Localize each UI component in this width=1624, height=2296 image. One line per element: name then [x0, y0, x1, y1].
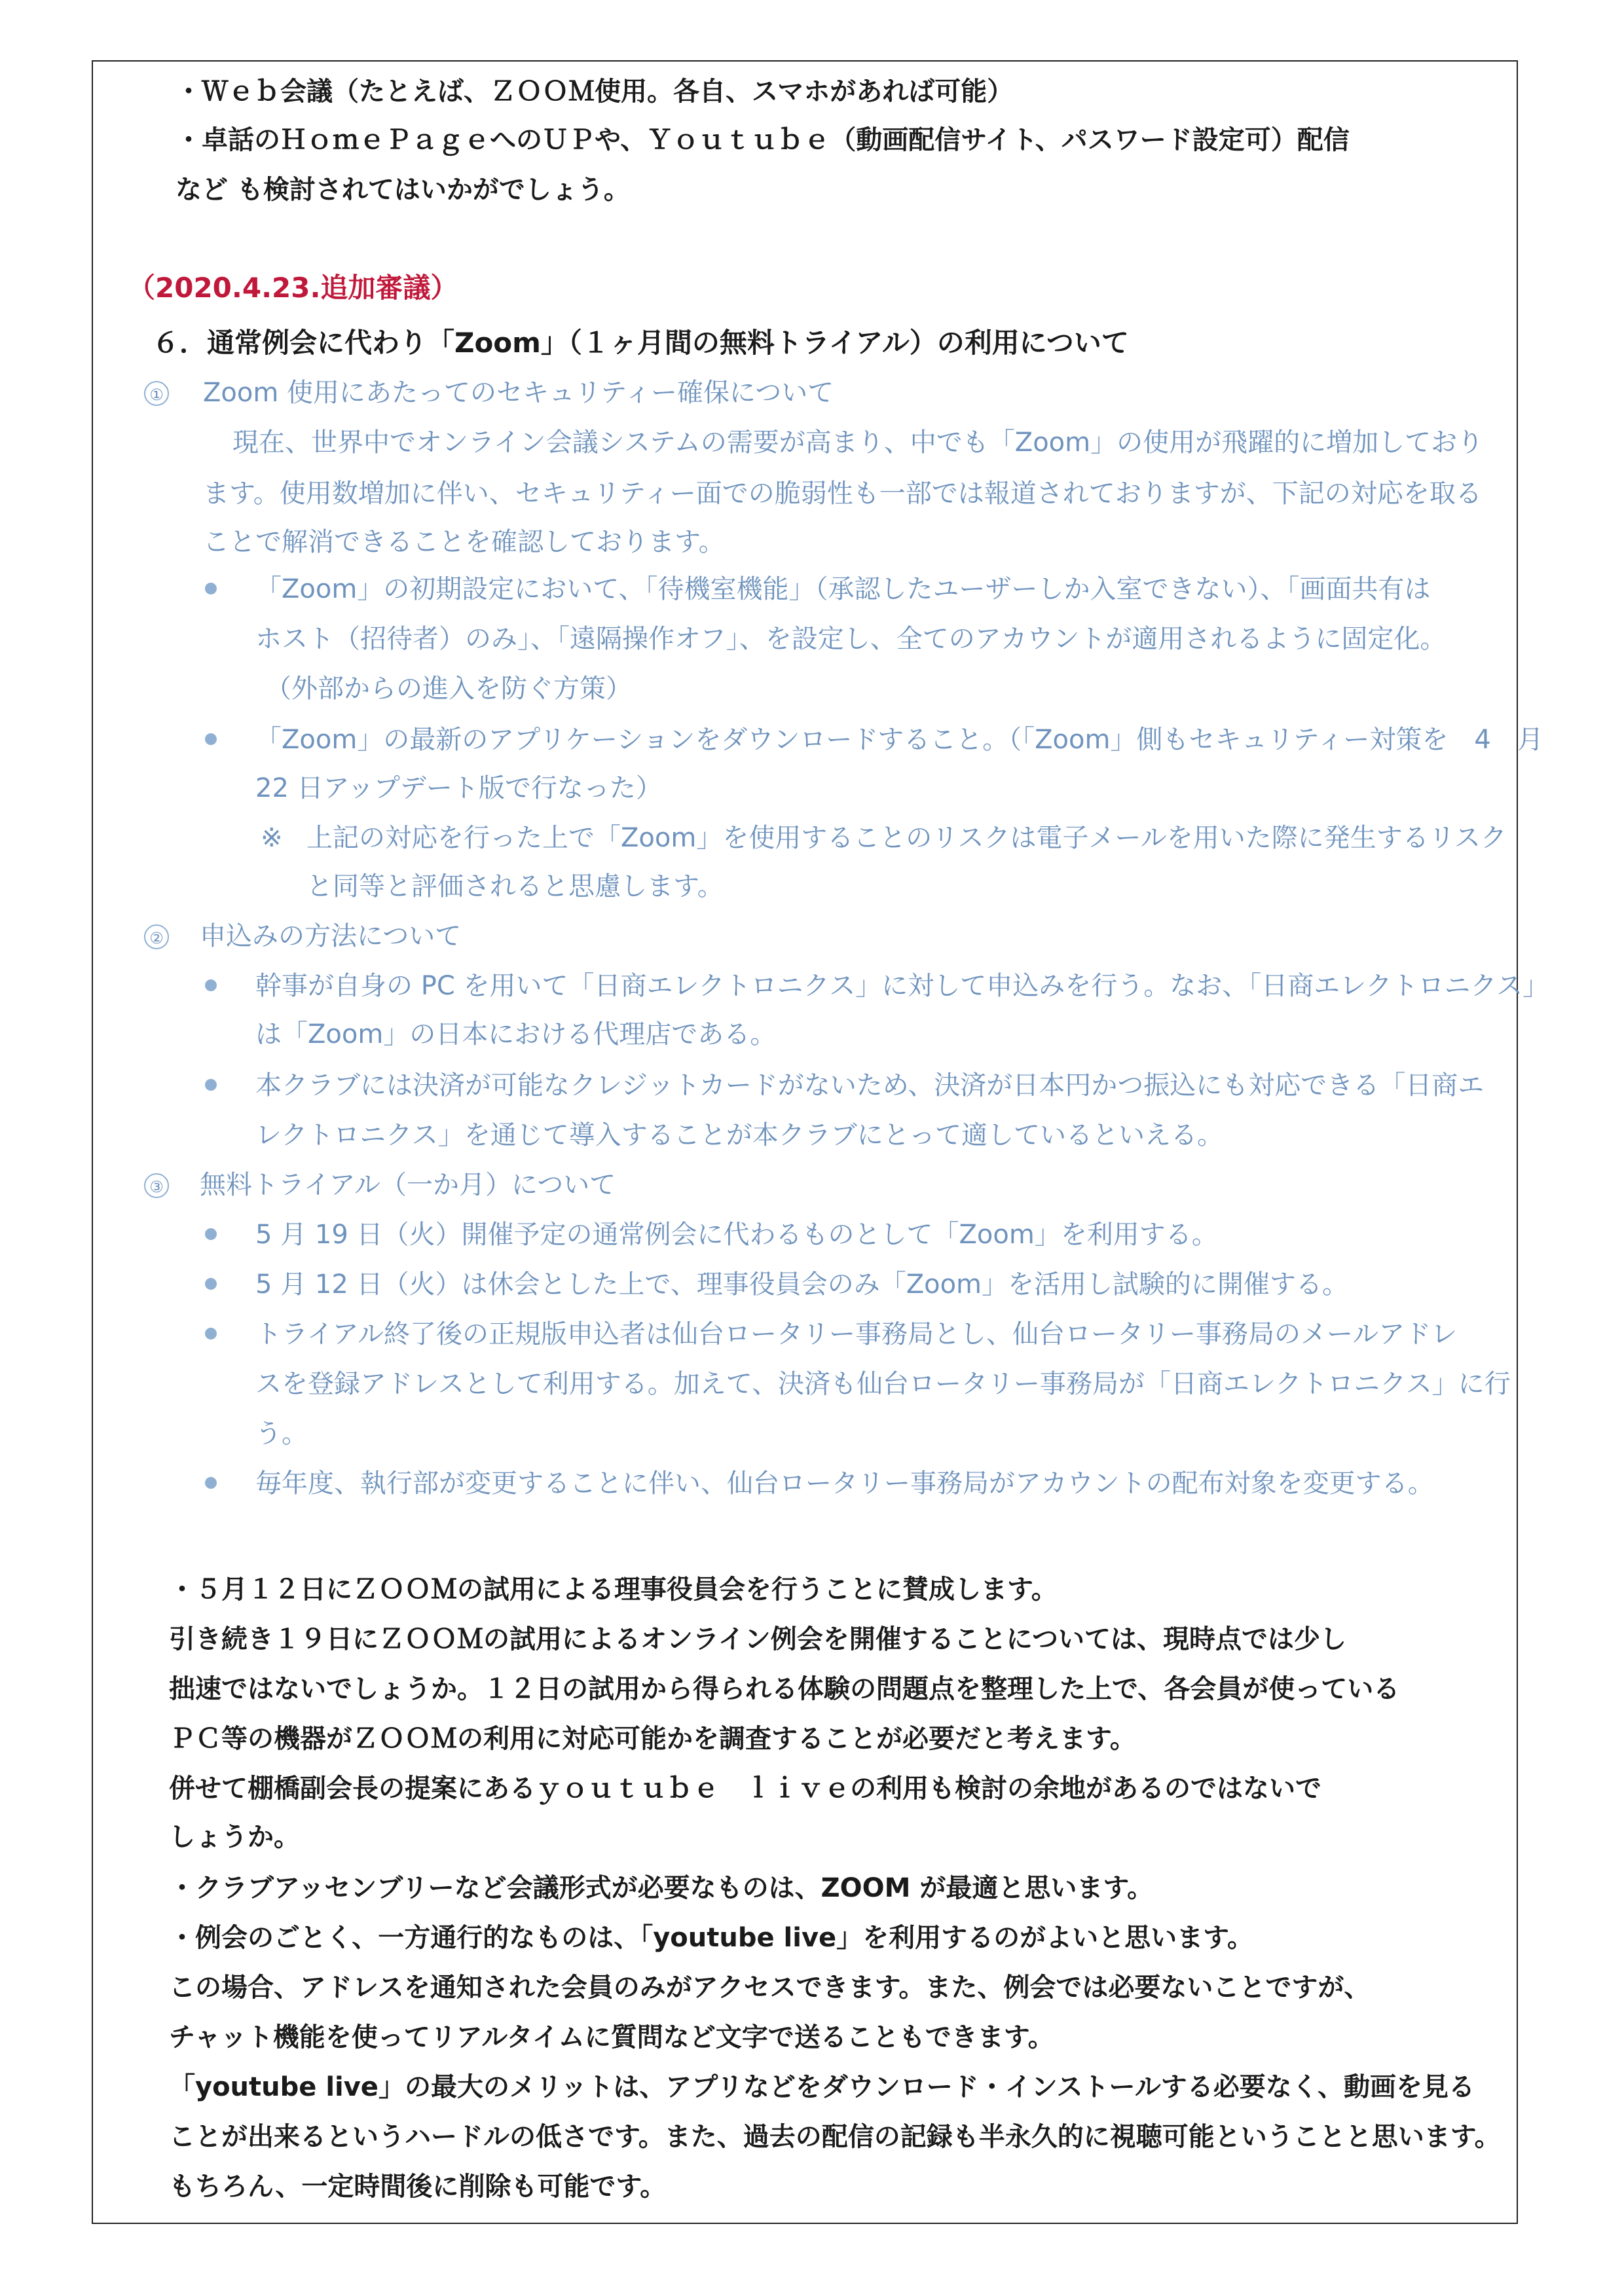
bullet-line: 5 月 19 日（火）開催予定の通常例会に代わるものとして「Zoom」を利用する。	[255, 1220, 1218, 1250]
bullet-line: 本クラブには決済が可能なクレジットカードがないため、決済が日本円かつ振込にも対応できる「日商エ	[255, 1070, 1485, 1101]
bullet-dot	[205, 1477, 217, 1489]
note-mark: ※	[261, 823, 283, 853]
bullet-line: スを登録アドレスとして利用する。加えて、決済も仙台ロータリー事務局が「日商エレクトロニクス」に行	[255, 1369, 1511, 1399]
circled-number-2: ②	[144, 924, 169, 949]
comment-line: 「youtube live」の最大のメリットは、アプリなどをダウンロード・インストールする必要なく、動画を見る	[169, 2072, 1475, 2102]
bullet-line: 「Zoom」の最新のアプリケーションをダウンロードすること。（「Zoom」側もセキュリティー対策を 4 月	[255, 725, 1543, 755]
bullet-dot	[205, 1278, 217, 1290]
bullet-line: 5 月 12 日（火）は休会とした上で、理事役員会のみ「Zoom」を活用し試験的に開催する。	[255, 1269, 1349, 1300]
subsection-title: 申込みの方法について	[200, 921, 462, 951]
bullet-dot	[205, 1328, 217, 1339]
bullet-line: ホスト（招待者）のみ」、「遠隔操作オフ」、を設定し、全てのアカウントが適用されるように固定化。	[255, 624, 1447, 654]
body-line: ます。使用数増加に伴い、セキュリティー面での脆弱性も一部では報道されておりますが、下記の対応を取る	[203, 479, 1482, 509]
bullet-line: は「Zoom」の日本における代理店である。	[255, 1019, 777, 1049]
bullet-line: 毎年度、執行部が変更することに伴い、仙台ロータリー事務局がアカウントの配布対象を変更する。	[255, 1468, 1434, 1499]
comment-line: しょうか。	[169, 1822, 300, 1852]
comment-line: ・クラブアッセンブリーなど会議形式が必要なものは、ZOOM が最適と思います。	[169, 1873, 1154, 1903]
comment-line: 併せて棚橋副会長の提案にあるｙｏｕｔｕｂｅ ｌｉｖｅの利用も検討の余地があるのではないで	[169, 1774, 1321, 1804]
bullet-line: 幹事が自身の PC を用いて「日商エレクトロニクス」に対して申込みを行う。なお、「日商エレクトロニクス」	[255, 971, 1549, 1001]
bullet-dot	[205, 979, 217, 991]
body-line: 現在、世界中でオンライン会議システムの需要が高まり、中でも「Zoom」の使用が飛躍的に増加しており	[232, 428, 1484, 458]
note-line: 上記の対応を行った上で「Zoom」を使用することのリスクは電子メールを用いた際に発生するリスク	[306, 823, 1507, 853]
section-heading: ６．通常例会に代わり「Zoom」（１ヶ月間の無料トライアル）の利用について	[152, 327, 1129, 359]
subsection-title: Zoom 使用にあたってのセキュリティー確保について	[203, 378, 834, 408]
comment-line: もちろん、一定時間後に削除も可能です。	[169, 2172, 667, 2202]
bullet-line: う。	[255, 1419, 308, 1449]
top-line: ・Ｗｅｂ会議（たとえば、ＺＯＯＭ使用。各自、スマホがあれば可能）	[175, 77, 1014, 107]
bullet-line: レクトロニクス」を通じて導入することが本クラブにとって適しているといえる。	[255, 1120, 1223, 1150]
comment-line: ことが出来るというハードルの低さです。また、過去の配信の記録も半永久的に視聴可能ということと思います。	[169, 2122, 1501, 2152]
note-line: と同等と評価されると思慮します。	[306, 871, 724, 902]
comment-line: ・例会のごとく、一方通行的なものは、「youtube live」を利用するのがよいと思います。	[169, 1923, 1253, 1953]
comment-line: ＰＣ等の機器がＺＯＯＭの利用に対応可能かを調査することが必要だと考えます。	[169, 1724, 1136, 1754]
top-line: など も検討されてはいかがでしょう。	[175, 175, 630, 205]
comment-line: 拙速ではないでしょうか。１２日の試用から得られる体験の問題点を整理した上で、各会員が使っている	[169, 1674, 1400, 1704]
bullet-dot	[205, 583, 217, 594]
circled-number-1: ①	[144, 381, 169, 406]
top-line: ・卓話のＨｏｍｅＰａｇｅへのＵＰや、Ｙｏｕｔｕｂｅ（動画配信サイト、パスワード設定可）配信	[175, 125, 1350, 155]
body-line: ことで解消できることを確認しております。	[203, 527, 725, 557]
addition-date-label: （2020.4.23.追加審議）	[128, 272, 458, 304]
bullet-line: トライアル終了後の正規版申込者は仙台ロータリー事務局とし、仙台ロータリー事務局のメールアドレ	[255, 1319, 1458, 1349]
comment-line: この場合、アドレスを通知された会員のみがアクセスできます。また、例会では必要ないことですが、	[169, 1973, 1371, 2003]
circled-number-3: ③	[144, 1173, 169, 1198]
comment-line: 引き続き１９日にＺＯＯＭの試用によるオンライン例会を開催することについては、現時点では少し	[169, 1624, 1346, 1654]
comment-line: チャット機能を使ってリアルタイムに質問など文字で送ることもできます。	[169, 2022, 1054, 2052]
subsection-title: 無料トライアル（一か月）について	[200, 1170, 616, 1200]
bullet-dot	[205, 733, 217, 745]
bullet-line: 22 日アップデート版で行なった）	[255, 773, 662, 803]
comment-line: ・５月１２日にＺＯＯＭの試用による理事役員会を行うことに賛成します。	[169, 1575, 1058, 1605]
bullet-line: （外部からの進入を防ぐ方策）	[265, 674, 632, 704]
bullet-line: 「Zoom」の初期設定において、「待機室機能」（承認したユーザーしか入室できない）、「画面共有は	[255, 574, 1431, 604]
bullet-dot	[205, 1079, 217, 1091]
bullet-dot	[205, 1228, 217, 1240]
